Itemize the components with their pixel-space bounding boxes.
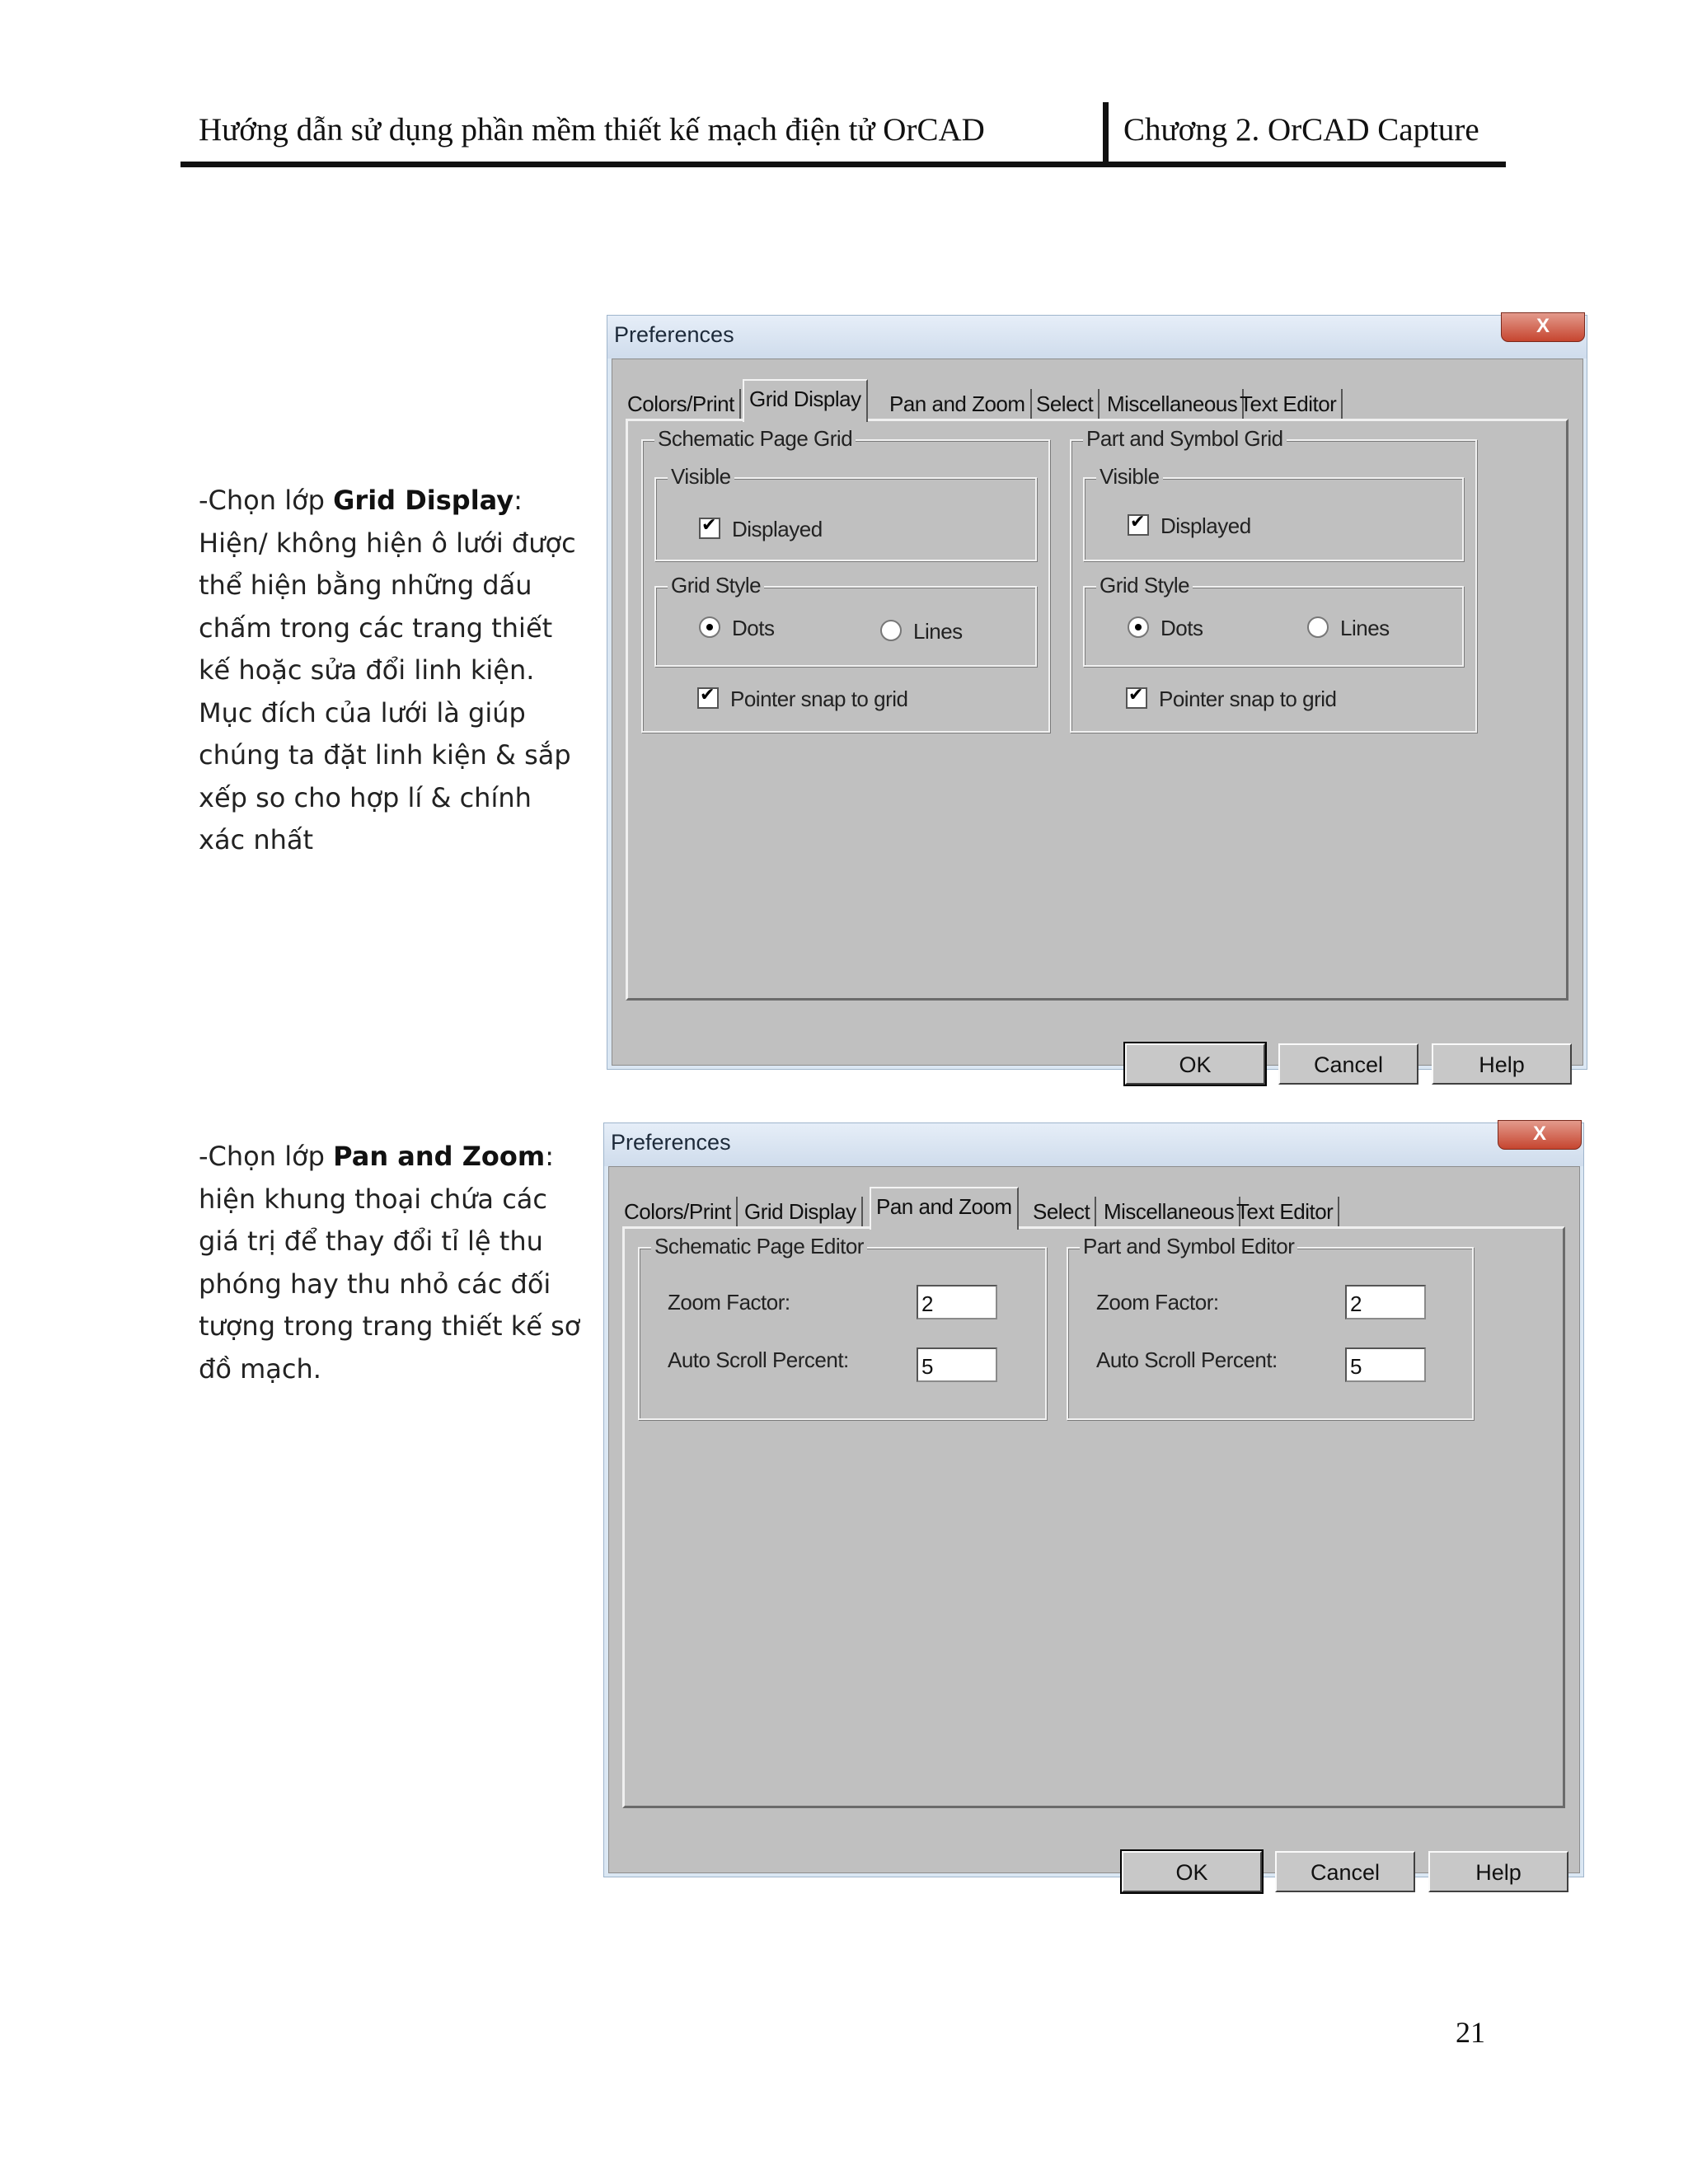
part-symbol-editor-label: Part and Symbol Editor — [1080, 1234, 1297, 1259]
schematic-displayed-label: Displayed — [732, 517, 823, 541]
part-visible-label: Visible — [1096, 464, 1163, 490]
schematic-page-grid-group — [641, 426, 1050, 733]
dialog-title: Preferences — [611, 1130, 731, 1155]
dialog-client — [608, 1166, 1580, 1885]
tab-select[interactable]: Select — [1031, 389, 1100, 419]
grid-display-description — [199, 480, 586, 862]
preferences-dialog-grid-display — [607, 315, 1587, 1077]
title-bar — [607, 316, 1587, 359]
radio-icon — [1307, 616, 1329, 638]
ok-button[interactable]: OK — [1125, 1043, 1265, 1085]
help-button[interactable]: Help — [1428, 1851, 1568, 1892]
schematic-displayed-checkbox[interactable] — [699, 517, 823, 542]
tab-panel — [626, 419, 1568, 1001]
page-number: 21 — [1456, 2016, 1485, 2049]
schematic-lines-label: Lines — [913, 619, 963, 644]
part-dots-label: Dots — [1160, 616, 1203, 640]
tab-grid-display[interactable]: Grid Display — [743, 379, 868, 422]
header-rule — [181, 162, 1506, 167]
schematic-zoom-factor-input[interactable]: 2 — [917, 1285, 997, 1319]
schematic-visible-label: Visible — [668, 464, 734, 490]
part-zoom-factor-input[interactable]: 2 — [1345, 1285, 1426, 1319]
schematic-lines-radio[interactable] — [880, 619, 963, 644]
schematic-auto-scroll-input[interactable]: 5 — [917, 1347, 997, 1382]
schematic-page-grid-label: Schematic Page Grid — [654, 426, 856, 452]
part-auto-scroll-input[interactable]: 5 — [1345, 1347, 1426, 1382]
tab-text-editor[interactable]: Text Editor — [1235, 389, 1343, 419]
close-button[interactable]: X — [1498, 1120, 1582, 1150]
para2-prefix: -Chọn lớp — [199, 1141, 334, 1172]
tab-text-editor[interactable]: Text Editor — [1231, 1197, 1339, 1226]
schematic-dots-label: Dots — [732, 616, 775, 640]
radio-selected-icon — [1128, 616, 1149, 638]
checkbox-icon — [1128, 514, 1149, 536]
ok-button[interactable]: OK — [1122, 1851, 1262, 1892]
header-chapter: Chương 2. OrCAD Capture — [1123, 112, 1479, 148]
tab-grid-display[interactable]: Grid Display — [739, 1197, 863, 1226]
part-grid-style-group — [1083, 573, 1464, 667]
preferences-dialog-pan-zoom — [603, 1122, 1584, 1885]
tab-colors-print[interactable]: Colors/Print — [619, 1197, 738, 1226]
tab-panel — [622, 1226, 1565, 1808]
part-zoom-factor-label: Zoom Factor: — [1096, 1290, 1219, 1315]
para2-bold: Pan and Zoom — [333, 1141, 546, 1172]
part-dots-radio[interactable] — [1128, 616, 1203, 641]
part-displayed-label: Displayed — [1160, 513, 1251, 538]
schematic-snap-checkbox[interactable] — [697, 687, 907, 712]
checkbox-icon — [697, 687, 719, 709]
part-visible-group — [1083, 464, 1464, 561]
tab-pan-and-zoom[interactable]: Pan and Zoom — [870, 1187, 1019, 1230]
part-symbol-grid-group — [1070, 426, 1477, 733]
para1-bold: Grid Display — [333, 485, 514, 516]
tab-miscellaneous[interactable]: Miscellaneous — [1102, 389, 1244, 419]
header-title: Hướng dẫn sử dụng phần mềm thiết kế mạch điện tử OrCAD — [199, 112, 985, 148]
title-bar — [604, 1123, 1583, 1166]
checkbox-icon — [699, 518, 720, 539]
part-snap-checkbox[interactable] — [1126, 687, 1336, 712]
dialog-title: Preferences — [614, 322, 734, 347]
schematic-visible-group — [654, 464, 1037, 561]
pan-zoom-description — [199, 1136, 586, 1390]
para1-prefix: -Chọn lớp — [199, 485, 334, 516]
schematic-grid-style-label: Grid Style — [668, 573, 764, 598]
help-button[interactable]: Help — [1432, 1043, 1572, 1085]
radio-selected-icon — [699, 616, 720, 638]
schematic-zoom-factor-label: Zoom Factor: — [668, 1290, 790, 1315]
tab-select[interactable]: Select — [1028, 1197, 1096, 1226]
close-button[interactable]: X — [1501, 312, 1585, 342]
cancel-button[interactable]: Cancel — [1278, 1043, 1418, 1085]
tab-miscellaneous[interactable]: Miscellaneous — [1099, 1197, 1240, 1226]
schematic-page-editor-label: Schematic Page Editor — [651, 1234, 867, 1259]
part-lines-label: Lines — [1340, 616, 1390, 640]
tab-pan-and-zoom[interactable]: Pan and Zoom — [884, 389, 1032, 419]
part-lines-radio[interactable] — [1307, 616, 1390, 641]
part-displayed-checkbox[interactable] — [1128, 513, 1251, 539]
checkbox-icon — [1126, 687, 1147, 709]
schematic-page-editor-group — [638, 1234, 1047, 1420]
para1-rest: : Hiện/ không hiện ô lưới được thể hiện bằng những dấu chấm trong các trang thiết kế hoặc sửa đổi linh kiện. Mục đích của lưới là giúp chúng ta đặt linh kiện & sắp xếp so cho hợp lí & chính xác nhất — [199, 485, 576, 855]
schematic-grid-style-group — [654, 573, 1037, 667]
schematic-dots-radio[interactable] — [699, 616, 774, 641]
tab-colors-print[interactable]: Colors/Print — [622, 389, 741, 419]
part-symbol-grid-label: Part and Symbol Grid — [1083, 426, 1287, 452]
part-snap-label: Pointer snap to grid — [1159, 687, 1337, 711]
radio-icon — [880, 620, 902, 641]
header-divider — [1103, 102, 1109, 163]
part-grid-style-label: Grid Style — [1096, 573, 1193, 598]
part-symbol-editor-group — [1067, 1234, 1474, 1420]
cancel-button[interactable]: Cancel — [1275, 1851, 1415, 1892]
schematic-snap-label: Pointer snap to grid — [730, 687, 908, 711]
para2-rest: : hiện khung thoại chứa các giá trị để thay đổi tỉ lệ thu phóng hay thu nhỏ các đối tượng trong trang thiết kế sơ đồ mạch. — [199, 1141, 581, 1385]
part-auto-scroll-label: Auto Scroll Percent: — [1096, 1347, 1278, 1372]
schematic-auto-scroll-label: Auto Scroll Percent: — [668, 1347, 849, 1372]
dialog-client — [612, 359, 1583, 1077]
